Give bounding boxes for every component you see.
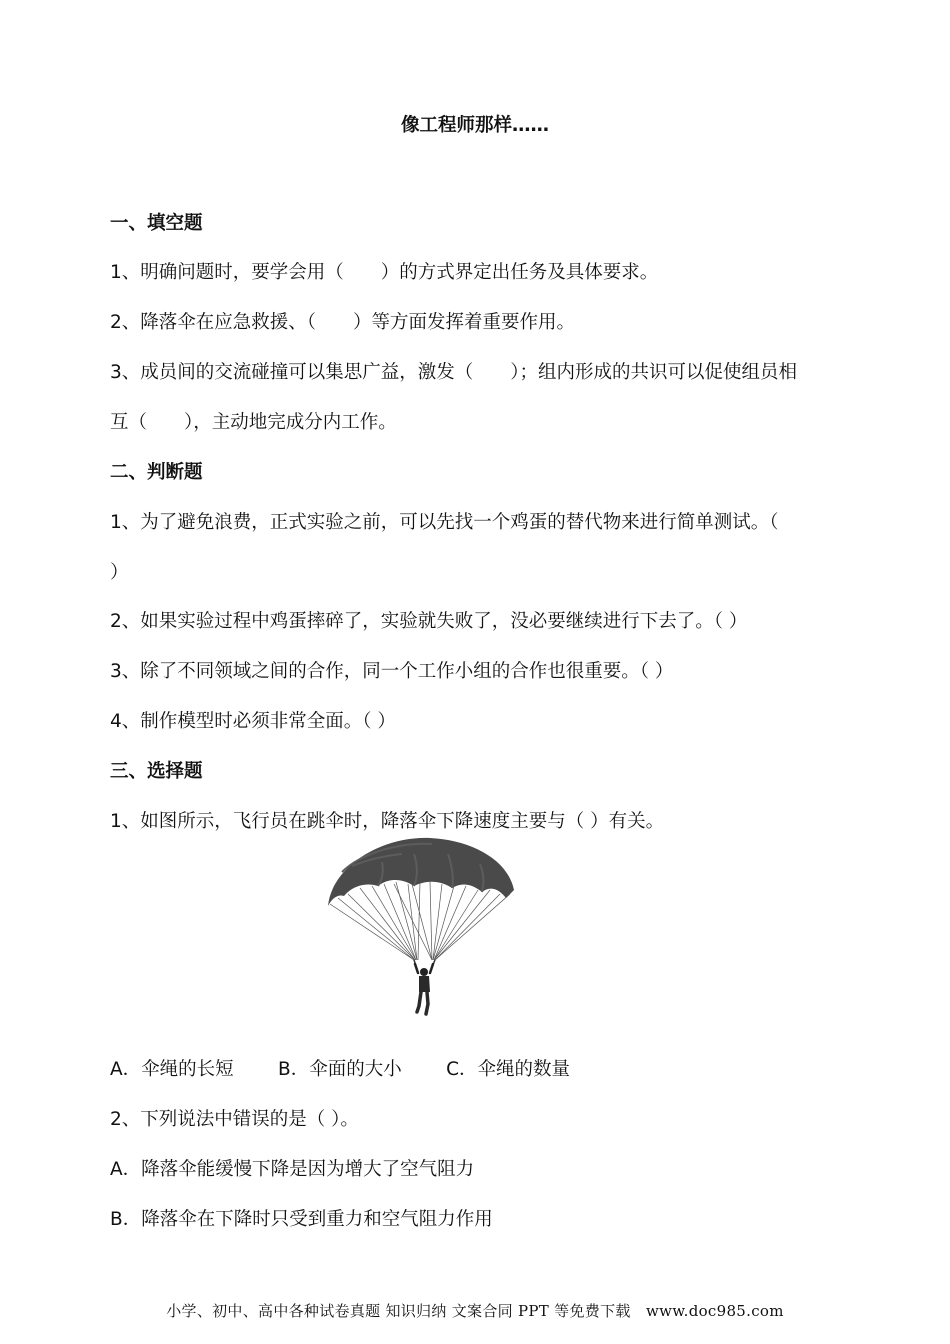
mc-1-option-b: B．伞面的大小 <box>278 1059 402 1080</box>
question-tf-1-line1: 1、为了避免浪费，正式实验之前，可以先找一个鸡蛋的替代物来进行简单测试。（ <box>110 512 779 533</box>
question-tf-3: 3、除了不同领域之间的合作，同一个工作小组的合作也很重要。（ ） <box>110 661 674 682</box>
question-fill-1: 1、明确问题时，要学会用（ ）的方式界定出任务及具体要求。 <box>110 262 659 283</box>
mc-1-options <box>110 1056 570 1084</box>
page-title: 像工程师那样…… <box>400 115 549 136</box>
section-heading-true-false: 二、判断题 <box>110 462 203 483</box>
question-tf-1-line2: ） <box>110 562 129 583</box>
mc-1-option-c: C．伞绳的数量 <box>446 1059 570 1080</box>
section-heading-fill-blank: 一、填空题 <box>110 213 203 234</box>
question-fill-2: 2、降落伞在应急救援、（ ）等方面发挥着重要作用。 <box>110 312 576 333</box>
section-heading-multiple-choice: 三、选择题 <box>110 761 203 782</box>
mc-2-option-b: B．降落伞在下降时只受到重力和空气阻力作用 <box>110 1209 493 1230</box>
question-fill-3-line2: 互（ ），主动地完成分内工作。 <box>110 412 397 433</box>
question-tf-4: 4、制作模型时必须非常全面。（ ） <box>110 711 396 732</box>
question-mc-1: 1、如图所示，飞行员在跳伞时，降落伞下降速度主要与（ ）有关。 <box>110 811 665 832</box>
mc-1-option-a: A．伞绳的长短 <box>110 1059 234 1080</box>
parachute-figure <box>322 832 522 1022</box>
question-mc-2: 2、下列说法中错误的是（ ）。 <box>110 1109 359 1130</box>
question-fill-3-line1: 3、成员间的交流碰撞可以集思广益，激发（ ）；组内形成的共识可以促使组员相 <box>110 362 798 383</box>
question-tf-2: 2、如果实验过程中鸡蛋摔碎了，实验就失败了，没必要继续进行下去了。（ ） <box>110 611 748 632</box>
mc-2-option-a: A．降落伞能缓慢下降是因为增大了空气阻力 <box>110 1159 475 1180</box>
page-footer: 小学、初中、高中各种试卷真题 知识归纳 文案合同 PPT 等免费下载 www.doc985.com <box>166 1302 784 1320</box>
parachute-icon <box>322 832 522 1022</box>
